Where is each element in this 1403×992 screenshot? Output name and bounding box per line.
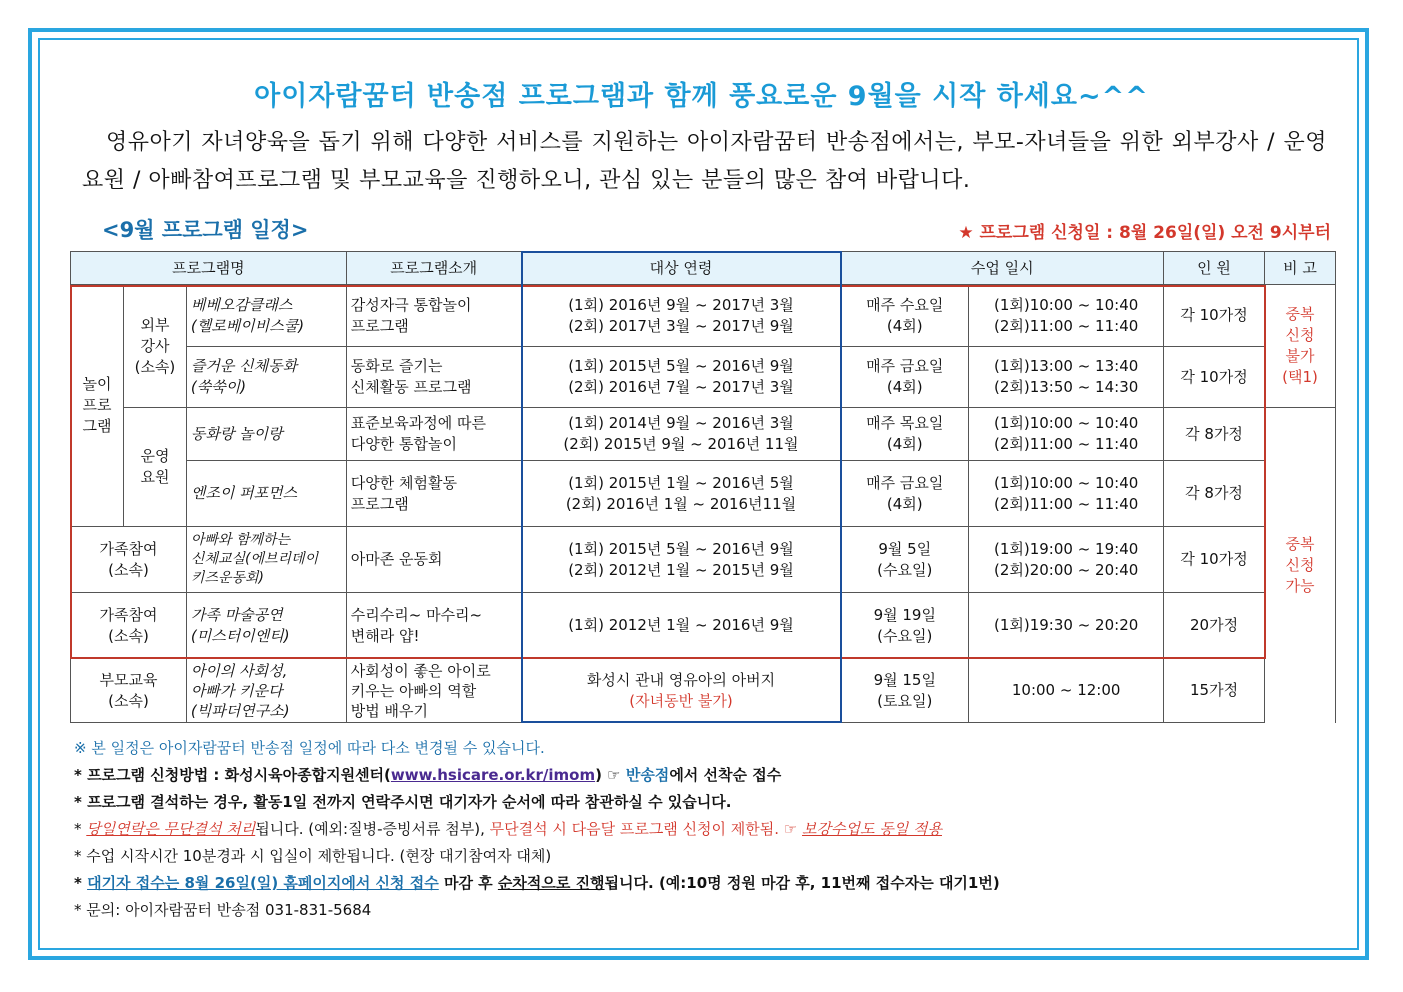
capacity: 각 10가정 [1164,527,1265,593]
target-age-note: (자녀동반 불가) [629,691,733,710]
note-6 [74,870,1000,897]
note-6e: 됩니다. (예:10명 정원 마감 후, 11번째 접수자는 대기1번) [604,874,1000,892]
target-age: (1회) 2015년 1월 ~ 2016년 5월 (2회) 2016년 1월 ~ 2016년11월 [521,461,841,527]
program-name: 베베오감클래스 (헬로베이비스쿨) [186,285,346,347]
schedule-title: <9월 프로그램 일정> [102,218,309,242]
capacity: 각 10가정 [1164,285,1265,347]
class-day: 9월 15일 (토요일) [841,659,969,723]
class-day: 매주 목요일 (4회) [841,408,969,461]
table-row [71,285,1336,347]
class-time: 10:00 ~ 12:00 [969,659,1164,723]
program-intro: 감성자극 통합놀이 프로그램 [346,285,521,347]
capacity: 각 8가정 [1164,408,1265,461]
group-staff: 운영 요원 [123,408,186,527]
group-family-1: 가족참여 (소속) [71,527,187,593]
target-age: (1회) 2014년 9월 ~ 2016년 3월 (2회) 2015년 9월 ~ 2016년 11월 [521,408,841,461]
capacity: 15가정 [1164,659,1265,723]
table-row [71,461,1336,527]
note-2e: 에서 선착순 접수 [669,766,782,784]
class-time: (1회)19:30 ~ 20:20 [969,593,1164,659]
program-intro: 표준보육과정에 따른 다양한 통합놀이 [346,408,521,461]
note-4e: 보강수업도 동일 적용 [802,820,942,838]
apply-date: ★ 프로그램 신청일 : 8월 26일(일) 오전 9시부터 [958,223,1331,243]
class-time: (1회)10:00 ~ 10:40 (2회)11:00 ~ 11:40 [969,461,1164,527]
class-day: 매주 금요일 (4회) [841,347,969,408]
note-6b: 대기자 접수는 8월 26일(일) 홈페이지에서 신청 접수 [87,874,439,892]
note-2d: 반송점 [625,766,670,784]
table-row [71,527,1336,593]
note-6a: * [74,874,88,892]
group-external: 외부 강사 (소속) [123,285,186,408]
header-row [71,252,1336,285]
class-day: 매주 수요일 (4회) [841,285,969,347]
program-name: 엔조이 퍼포먼스 [186,461,346,527]
table-row [71,347,1336,408]
group-family-2: 가족참여 (소속) [71,593,187,659]
header-program-intro: 프로그램소개 [346,252,521,285]
note-2a: * 프로그램 신청방법 : 화성시육아종합지원센터( [74,766,391,784]
note-5: * 수업 시작시간 10분경과 시 입실이 제한됩니다. (현장 대기참여자 대체) [74,847,552,865]
note-1: ※ 본 일정은 아이자람꿈터 반송점 일정에 따라 다소 변경될 수 있습니다. [74,739,545,757]
target-age: (1회) 2016년 9월 ~ 2017년 3월 (2회) 2017년 3월 ~ 2017년 9월 [521,285,841,347]
program-name: 즐거운 신체동화 (쑥쑥이) [186,347,346,408]
header-note: 비 고 [1265,252,1336,285]
notes [74,735,1000,924]
table-row [71,593,1336,659]
note-2 [74,762,1000,789]
program-intro: 아마존 운동회 [346,527,521,593]
target-age: 화성시 관내 영유아의 아버지 [586,670,776,689]
remark-dup-no: 중복 신청 불가 (택1) [1265,285,1336,408]
header-capacity: 인 원 [1164,252,1265,285]
capacity: 각 10가정 [1164,347,1265,408]
note-6c: 마감 후 [438,874,498,892]
note-6d: 순차적으로 진행 [497,874,605,892]
program-intro: 사회성이 좋은 아이로 키우는 아빠의 역할 방법 배우기 [346,659,521,723]
note-2c: ) ☞ [595,766,626,784]
apply-link[interactable]: www.hsicare.or.kr/imom [390,766,596,784]
capacity: 각 8가정 [1164,461,1265,527]
note-3: * 프로그램 결석하는 경우, 활동1일 전까지 연락주시면 대기자가 순서에 따라 참관하실 수 있습니다. [74,793,732,811]
target-age: (1회) 2015년 5월 ~ 2016년 9월 (2회) 2012년 1월 ~ 2015년 9월 [521,527,841,593]
target-age: (1회) 2012년 1월 ~ 2016년 9월 [521,593,841,659]
intro-text [82,124,1327,200]
group-parent: 부모교육 (소속) [71,659,187,723]
note-4c: 됩니다. (예외:질병-증빙서류 첨부), [255,820,490,838]
note-4a: * [74,820,87,838]
program-intro: 동화로 즐기는 신체활동 프로그램 [346,347,521,408]
table-row [71,408,1336,461]
header-target-age: 대상 연령 [521,252,841,285]
page-title: 아이자람꿈터 반송점 프로그램과 함께 풍요로운 9월을 시작 하세요~^^ [254,81,1149,112]
class-day: 9월 5일 (수요일) [841,527,969,593]
target-age: (1회) 2015년 5월 ~ 2016년 9월 (2회) 2016년 7월 ~ 2017년 3월 [521,347,841,408]
header-program-name: 프로그램명 [71,252,347,285]
class-day: 매주 금요일 (4회) [841,461,969,527]
program-name: 가족 마술공연 (미스터이엔티) [186,593,346,659]
program-intro: 다양한 체험활동 프로그램 [346,461,521,527]
target-age-cell [521,659,841,723]
intro-body: 영유아기 자녀양육을 돕기 위해 다양한 서비스를 지원하는 아이자람꿈터 반송점에서는, 부모-자녀들을 위한 외부강사 / 운영요원 / 아빠참여프로그램 및 부모교육을 진행하오니, 관심 있는 분들의 많은 참여 바랍니다. [82,130,1327,193]
class-time: (1회)10:00 ~ 10:40 (2회)11:00 ~ 11:40 [969,408,1164,461]
capacity: 20가정 [1164,593,1265,659]
group-play: 놀이 프로 그램 [71,285,124,527]
note-7: * 문의: 아이자람꿈터 반송점 031-831-5684 [74,901,372,919]
schedule-table [70,251,1336,723]
program-name: 아이의 사회성, 아빠가 키운다 (빅파더연구소) [186,659,346,723]
program-intro: 수리수리~ 마수리~ 변해라 얍! [346,593,521,659]
remark-dup-yes: 중복 신청 가능 [1265,408,1336,723]
class-time: (1회)19:00 ~ 19:40 (2회)20:00 ~ 20:40 [969,527,1164,593]
note-4 [74,816,1000,843]
note-4b: 당일연락은 무단결석 처리 [86,820,256,838]
table-row [71,659,1336,723]
program-name: 아빠와 함께하는 신체교실(에브리데이 키즈운동회) [186,527,346,593]
header-class-time: 수업 일시 [841,252,1164,285]
program-name: 동화랑 놀이랑 [186,408,346,461]
class-time: (1회)10:00 ~ 10:40 (2회)11:00 ~ 11:40 [969,285,1164,347]
class-time: (1회)13:00 ~ 13:40 (2회)13:50 ~ 14:30 [969,347,1164,408]
class-day: 9월 19일 (수요일) [841,593,969,659]
note-4d: 무단결석 시 다음달 프로그램 신청이 제한됨. ☞ [489,820,803,838]
